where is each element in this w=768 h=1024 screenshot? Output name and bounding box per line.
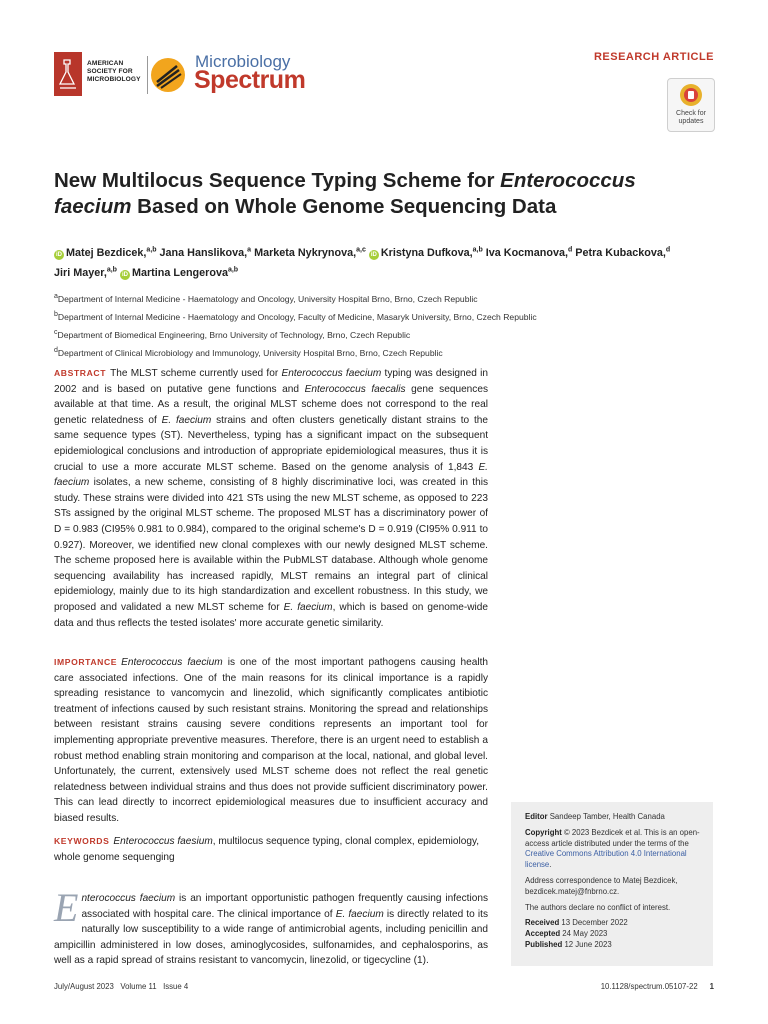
society-line-3: MICROBIOLOGY [87, 76, 141, 84]
author[interactable] [54, 267, 117, 279]
author-name: Kristyna Dufkova, [380, 246, 473, 259]
author[interactable] [54, 247, 157, 259]
importance-text: is one of the most important pathogens causing health care associated infections. One of the main reasons for its clinical importance is a rapidly spreading resistance to vancomycin and linezolid, which significantly complicates antibiotic treatment of infections caused by such resistant strains. Monitoring the spread and relationships between resistant strains causing severe conditions represents an important tool for implementing appropriate preventive measures. Therefore, there is an urgent need to establish a robust method enabling strain monitoring and comparison at the local, national, and global level. Unfortunately, the current, extensively used MLST scheme does not reflect the real genetic relatedness between individual strains and thus does not provide sufficient discriminatory power. This can lead directly to incorrect epidemiological measures due to insufficient accuracy and biased results. [54, 657, 488, 824]
check-updates-line-2: updates [678, 118, 704, 125]
affiliation [54, 343, 654, 361]
affiliation-mark: d [54, 347, 58, 355]
page-number: 1 [709, 982, 714, 991]
footer-issue-info: July/August 2023 Volume 11 Issue 4 [54, 982, 189, 991]
conflict-statement: The authors declare no conflict of interest. [525, 902, 671, 912]
check-for-updates-badge[interactable] [667, 78, 715, 132]
orcid-icon[interactable]: iD [56, 251, 62, 258]
author-name: Matej Bezdicek, [66, 246, 147, 259]
microbiology-spectrum-icon [151, 58, 185, 92]
abstract [54, 366, 488, 631]
importance-label: IMPORTANCE [54, 657, 118, 667]
affiliation-text: Department of Biomedical Engineering, Brno University of Technology, Brno, Czech Republic [57, 330, 411, 341]
author-affiliation-mark: d [665, 246, 671, 253]
author-name: Petra Kubackova, [575, 246, 666, 259]
affiliation-mark: c [54, 329, 58, 337]
keywords-italic: Enterococcus faesium [113, 836, 213, 847]
keywords [54, 834, 488, 865]
abstract-text: gene sequences available at that time. As a result, the original MLST scheme does not correspond to the real genetic relatedness of [54, 383, 489, 426]
author[interactable] [120, 267, 238, 279]
article-title [54, 168, 674, 220]
abstract-text: strains and often clusters genetically distant strains to the same sequence types (ST). Nevertheless, typing has a significant impact on the subsequent epidemiological conclusions and introduction of appropriate epidemiological measures, thus it is crucial to use a more accurate MLST scheme. Based on the genome analysis of 1,843 [54, 414, 488, 473]
author-affiliation-mark: a,c [356, 246, 366, 253]
published-label: Published [525, 939, 563, 949]
importance-italic: Enterococcus faecium [121, 657, 223, 668]
copyright-value: © 2023 Bezdicek et al. This is an open-access article distributed under the terms of the [525, 827, 700, 848]
abstract-text: typing was designed in 2002 and is based on putative gene functions and [54, 368, 489, 395]
author-name: Jana Hanslikova, [159, 246, 248, 259]
author-list [54, 241, 694, 282]
editor-label: Editor [525, 812, 548, 821]
check-updates-text [668, 110, 714, 126]
received-date [525, 918, 707, 929]
abstract-italic: Enterococcus faecalis [304, 383, 406, 395]
title-organism: Enterococcus faecium [54, 169, 636, 218]
check-updates-line-1: Check for [676, 110, 706, 117]
importance [54, 655, 488, 827]
author[interactable] [160, 247, 252, 259]
abstract-text: The MLST scheme currently used for [110, 368, 282, 379]
license-end: . [549, 860, 552, 870]
society-line-1: AMERICAN [87, 60, 124, 67]
affiliation [54, 307, 654, 325]
journal-name-bottom: Spectrum [194, 66, 306, 94]
author-name: Iva Kocmanova, [485, 246, 568, 259]
editor-info [525, 812, 707, 823]
affiliation-text: Department of Internal Medicine - Haematology and Oncology, University Hospital Brno, Brno, Czech Republic [57, 293, 478, 304]
received-value: 13 December 2022 [561, 918, 628, 928]
affiliation-mark: b [54, 311, 58, 319]
abstract-label: ABSTRACT [54, 368, 107, 378]
accepted-date [525, 929, 707, 940]
author-affiliation-mark: d [568, 246, 573, 253]
journal-name-top: Microbiology [195, 52, 291, 71]
keywords-label: KEYWORDS [54, 836, 110, 846]
published-date [525, 940, 707, 951]
accepted-label: Accepted [525, 929, 561, 939]
author[interactable] [369, 247, 483, 259]
copyright-label: Copyright [525, 827, 562, 837]
affiliations [54, 289, 654, 362]
keywords-text: , multilocus sequence typing, clonal complex, epidemiology, whole genome sequenging [54, 836, 480, 863]
copyright-info [525, 828, 707, 871]
abstract-italic: E. faecium [54, 461, 488, 489]
doi-text[interactable]: 10.1128/spectrum.05107-22 [600, 982, 698, 991]
affiliation-text: Department of Clinical Microbiology and Immunology, University Hospital Brno, Brno, Czech Republic [57, 348, 443, 359]
abstract-text: isolates, a new scheme, consisting of 8 highly discriminative loci, was created in this study. These strains were divided into 421 STs using the new MLST scheme, as opposed to 223 STs assigned by the original MLST scheme. The proposed MLST has a discriminatory power of D = 0.983 (CI95% 0.981 to 0.984), compared to the original scheme's D = 0.919 (CI95% 0.911 to 0.927). Moreover, we identified new clonal complexes with our newly designed MLST scheme. The scheme proposed here is available within the PubMLST database. Although whole genome sequencing availability has increased rapidly, MLST remains an integral part of clinical epidemiology, mainly due to its high standardization and excellent robustness. In this study, we proposed and validated a new MLST scheme for [54, 477, 488, 613]
author[interactable] [486, 247, 573, 259]
author-affiliation-mark: a,b [227, 266, 239, 274]
affiliation-mark: a [54, 293, 58, 300]
author-affiliation-mark: a,b [146, 246, 157, 253]
affiliation-text: Department of Internal Medicine - Haematology and Oncology, Faculty of Medicine, Masaryk University, Brno, Czech Republic [57, 312, 537, 323]
author-name: Jiri Mayer, [54, 267, 107, 280]
author-name: Marketa Nykrynova, [254, 246, 357, 259]
abstract-italic: E. faecium [161, 414, 212, 426]
author-name: Martina Lengerova [131, 267, 228, 280]
article-info-sidebar [511, 802, 713, 966]
footer-doi [601, 982, 714, 991]
title-part-1: New Multilocus Sequence Typing Scheme for [54, 169, 501, 192]
correspondence-info: Address correspondence to Matej Bezdicek, bezdicek.matej@fnbrno.cz. [525, 875, 678, 896]
received-label: Received [525, 918, 560, 928]
intro-italic: nterococcus faecium [81, 893, 176, 904]
drop-cap: E [54, 885, 79, 930]
crossmark-icon [680, 84, 702, 106]
article-type-label: RESEARCH ARTICLE [593, 51, 714, 63]
orcid-icon[interactable]: iD [121, 272, 128, 279]
intro-text: is an important opportunistic pathogen frequently causing infections associated with hospital care. The clinical importance of [81, 893, 488, 920]
introduction-paragraph [54, 885, 488, 969]
abstract-italic: E. faecium [283, 601, 333, 613]
author[interactable] [254, 247, 366, 259]
society-line-2: SOCIETY FOR [87, 68, 133, 76]
accepted-value: 24 May 2023 [562, 929, 608, 939]
editor-value: Sandeep Tamber, Health Canada [549, 812, 665, 821]
orcid-icon[interactable]: iD [370, 251, 377, 258]
abstract-italic: Enterococcus faecium [281, 368, 382, 379]
title-part-2: Based on Whole Genome Sequencing Data [131, 195, 557, 218]
author[interactable] [575, 247, 670, 259]
license-link[interactable]: Creative Commons Attribution 4.0 International license [525, 849, 687, 870]
author-affiliation-mark: a [247, 246, 252, 253]
affiliation [54, 289, 654, 307]
abstract-text: , which is based on genome-wide data and thus reflects the tested isolates' more accurate genetic similarity. [54, 601, 489, 629]
affiliation [54, 325, 654, 343]
author-affiliation-mark: a,b [106, 266, 117, 274]
asm-logo [54, 52, 82, 96]
society-name [87, 60, 141, 85]
intro-italic: E. faecium [335, 908, 384, 920]
published-value: 12 June 2023 [564, 939, 612, 949]
author-affiliation-mark: a,b [472, 246, 483, 253]
logo-divider [147, 56, 148, 94]
intro-text: is directly related to its naturally low susceptibility to a wide range of antimicrobial agents, including penicillin and ampicillin administered in low doses, aminoglycosides, sulfonamides, and cephalosporins, as well as a rapid spread of strains resistant to vancomycin, linezolid, or tigecycline (1). [54, 908, 488, 967]
